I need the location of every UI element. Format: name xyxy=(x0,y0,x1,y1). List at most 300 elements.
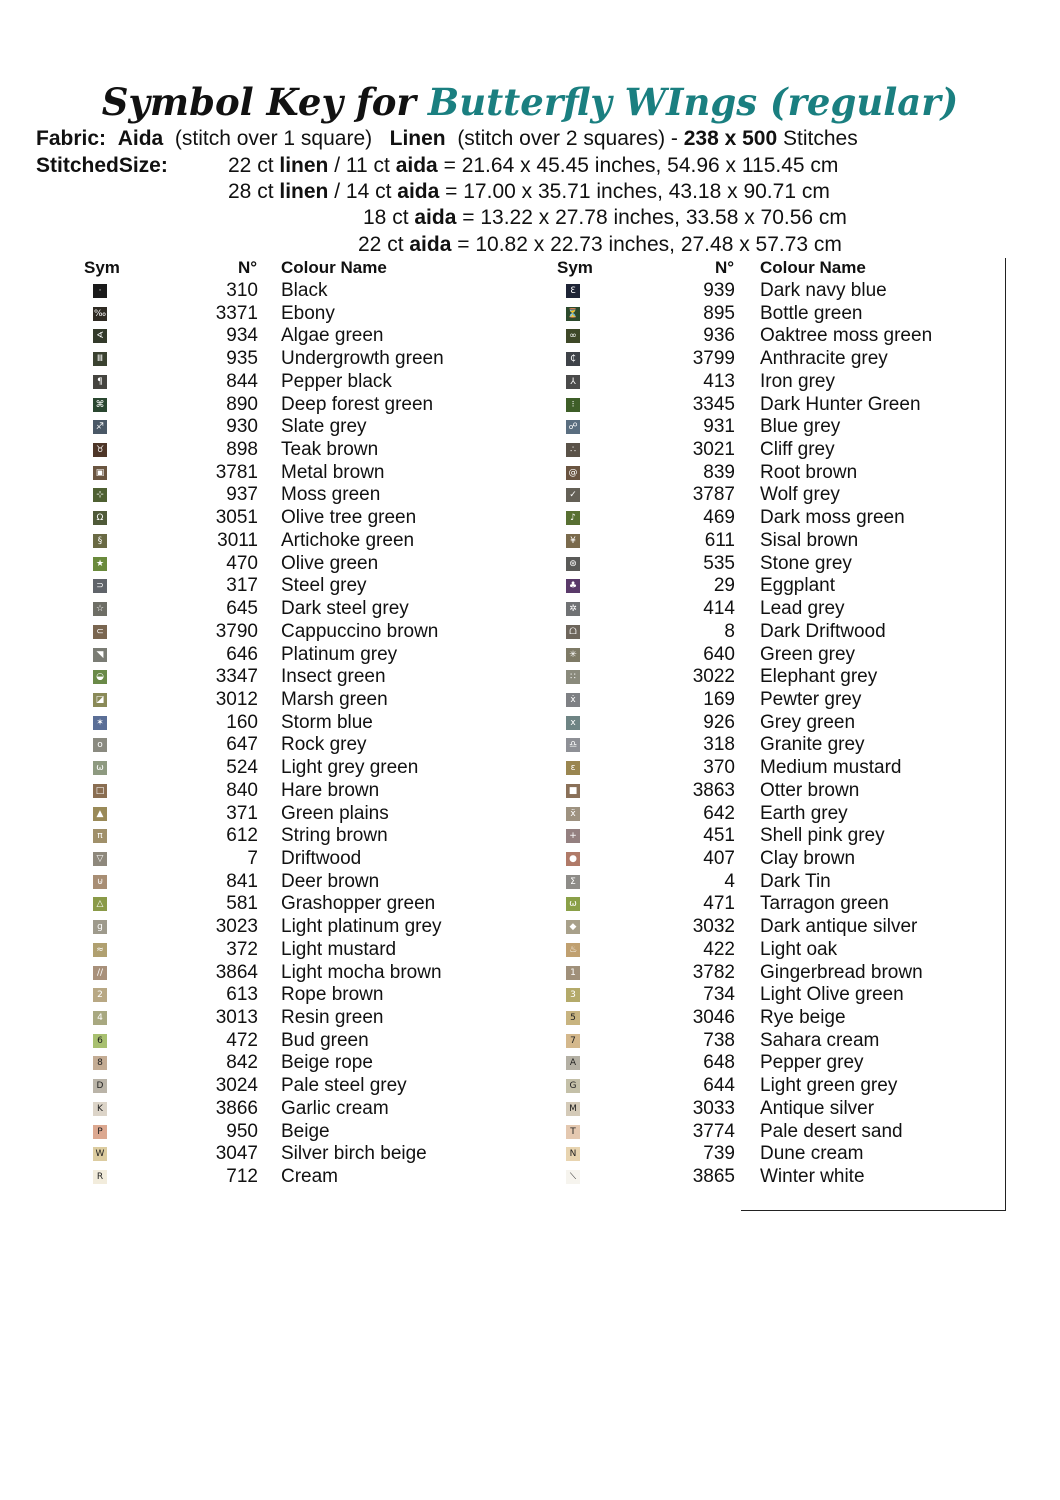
symbol-swatch: P xyxy=(93,1125,107,1139)
pattern-name: Butterfly WIngs (regular) xyxy=(427,80,959,124)
colour-name: Antique silver xyxy=(760,1097,875,1119)
colour-name: Sahara cream xyxy=(760,1029,880,1051)
colour-name: Anthracite grey xyxy=(760,348,888,370)
symbol-swatch: ‰ xyxy=(93,308,107,319)
colour-name: Winter white xyxy=(760,1166,865,1188)
symbol-swatch: ■ xyxy=(566,784,580,798)
header-sym: Sym xyxy=(557,258,593,277)
colour-name: Pewter grey xyxy=(760,688,862,710)
colour-row xyxy=(0,780,1060,803)
colour-number: 841 xyxy=(226,870,258,892)
colour-row xyxy=(0,280,1060,303)
colour-row xyxy=(0,712,1060,735)
colour-number: 470 xyxy=(226,552,258,574)
title-prefix: Symbol Key for xyxy=(101,80,416,124)
colour-number: 414 xyxy=(703,598,735,620)
colour-row xyxy=(0,825,1060,848)
colour-number: 451 xyxy=(703,825,735,847)
colour-number: 472 xyxy=(226,1029,258,1051)
colour-number: 160 xyxy=(226,711,258,733)
header-number: N° xyxy=(238,258,258,277)
colour-number: 535 xyxy=(703,552,735,574)
colour-number: 3033 xyxy=(692,1097,735,1119)
colour-name: Deer brown xyxy=(281,870,380,892)
symbol-swatch: ◆ xyxy=(566,920,580,934)
colour-name: Granite grey xyxy=(760,734,865,756)
colour-row xyxy=(0,984,1060,1007)
colour-name: Slate grey xyxy=(281,416,367,438)
colour-number: 3011 xyxy=(217,529,258,551)
colour-name: Dune cream xyxy=(760,1143,864,1165)
symbol-swatch: □ xyxy=(93,784,107,798)
colour-number: 469 xyxy=(703,507,735,529)
colour-row xyxy=(0,916,1060,939)
colour-name: Blue grey xyxy=(760,416,841,438)
colour-name: Iron grey xyxy=(760,370,835,392)
symbol-swatch: + xyxy=(566,829,580,843)
colour-row xyxy=(0,848,1060,871)
colour-number: 934 xyxy=(226,325,258,347)
symbol-swatch: ▽ xyxy=(93,852,107,866)
colour-name: Bud green xyxy=(281,1029,369,1051)
colour-row xyxy=(0,689,1060,712)
symbol-swatch: ≈ xyxy=(93,943,107,957)
colour-number: 318 xyxy=(703,734,735,756)
colour-number: 422 xyxy=(703,938,735,960)
colour-name: Deep forest green xyxy=(281,393,434,415)
colour-row xyxy=(0,893,1060,916)
symbol-swatch: ♨ xyxy=(566,943,580,957)
colour-name: Cliff grey xyxy=(760,439,835,461)
symbol-swatch: ✳ xyxy=(566,648,580,662)
colour-number: 413 xyxy=(703,370,735,392)
colour-number: 3345 xyxy=(692,393,735,415)
colour-name: Light mustard xyxy=(281,938,397,960)
symbol-swatch: Ɛ xyxy=(566,284,580,298)
stitch-count: 238 x 500 xyxy=(683,127,778,150)
colour-name: Tarragon green xyxy=(760,893,889,915)
colour-number: 712 xyxy=(226,1166,258,1188)
colour-number: 471 xyxy=(703,893,735,915)
colour-number: 640 xyxy=(703,643,735,665)
colour-name: Medium mustard xyxy=(760,757,902,779)
colour-name: Lead grey xyxy=(760,598,845,620)
symbol-swatch: ⊃ xyxy=(93,579,107,593)
symbol-swatch: ⏳ xyxy=(567,308,579,319)
colour-name: Clay brown xyxy=(760,847,856,869)
colour-number: 3046 xyxy=(692,1007,735,1028)
symbol-swatch: ☍ xyxy=(566,420,580,434)
colour-row xyxy=(0,871,1060,894)
symbol-swatch: ♎ xyxy=(566,738,580,752)
colour-row xyxy=(0,484,1060,507)
symbol-swatch: ẍ xyxy=(566,807,580,821)
symbol-swatch: ● xyxy=(566,852,580,866)
colour-number: 8 xyxy=(724,620,735,642)
colour-name: Grey green xyxy=(760,711,856,733)
colour-number: 3781 xyxy=(215,461,258,483)
symbol-swatch: K xyxy=(93,1102,107,1116)
symbol-swatch: ⌘ xyxy=(93,398,107,412)
symbol-swatch: N xyxy=(566,1147,580,1161)
colour-name: Gingerbread brown xyxy=(760,961,923,983)
colour-number: 3051 xyxy=(215,507,258,529)
colour-row xyxy=(0,1166,1060,1189)
colour-name: Ebony xyxy=(281,302,335,324)
colour-name: Beige xyxy=(281,1120,330,1142)
symbol-swatch: ω xyxy=(566,897,580,911)
symbol-swatch: ♣ xyxy=(566,579,580,593)
colour-name: Silver birch beige xyxy=(281,1143,427,1165)
colour-row xyxy=(0,1052,1060,1075)
colour-row xyxy=(0,348,1060,371)
symbol-swatch: o xyxy=(93,738,107,752)
colour-name: Moss green xyxy=(281,484,381,506)
colour-name: Olive tree green xyxy=(281,507,417,529)
colour-name: Otter brown xyxy=(760,779,860,801)
colour-name: Marsh green xyxy=(281,688,388,710)
symbol-swatch: ♐ xyxy=(93,420,107,434)
symbol-swatch: ★ xyxy=(93,557,107,571)
colour-name: Dark Tin xyxy=(760,870,831,892)
colour-name: Green grey xyxy=(760,643,856,665)
colour-number: 3024 xyxy=(215,1075,258,1097)
colour-name: Pepper black xyxy=(281,370,392,392)
colour-row xyxy=(0,371,1060,394)
colour-number: 612 xyxy=(226,825,258,847)
colour-number: 936 xyxy=(703,325,735,347)
colour-row xyxy=(0,553,1060,576)
symbol-swatch: ◒ xyxy=(93,670,107,684)
colour-number: 3371 xyxy=(215,302,258,324)
colour-number: 3032 xyxy=(692,916,735,938)
colour-number: 3774 xyxy=(692,1120,735,1142)
fabric-aida: Aida xyxy=(117,127,164,150)
colour-name: Root brown xyxy=(760,461,858,483)
symbol-swatch: ⟍ xyxy=(566,1170,580,1184)
colour-name: Oaktree moss green xyxy=(760,325,933,347)
symbol-swatch: ⅄ xyxy=(566,375,580,389)
colour-name: Insect green xyxy=(281,666,386,688)
colour-number: 3021 xyxy=(692,439,735,461)
colour-row xyxy=(0,462,1060,485)
colour-row xyxy=(0,734,1060,757)
size-row-2: 28 ct linen / 14 ct aida = 17.00 x 35.71 inches, 43.18 x 90.71 cm xyxy=(228,180,830,203)
colour-number: 734 xyxy=(703,984,735,1006)
colour-number: 839 xyxy=(703,461,735,483)
colour-row xyxy=(0,666,1060,689)
colour-name: Rye beige xyxy=(760,1007,846,1028)
colour-number: 3782 xyxy=(692,961,735,983)
colour-row xyxy=(0,621,1060,644)
colour-name: Stone grey xyxy=(760,552,852,574)
colour-number: 939 xyxy=(703,280,735,301)
colour-row xyxy=(0,1030,1060,1053)
fabric-line xyxy=(36,126,858,152)
symbol-swatch: ⊹ xyxy=(93,488,107,502)
colour-number: 3790 xyxy=(215,620,258,642)
colour-name: Metal brown xyxy=(281,461,385,483)
symbol-swatch: ε xyxy=(566,761,580,775)
symbol-swatch: ✶ xyxy=(93,716,107,730)
colour-name: Dark antique silver xyxy=(760,916,918,938)
colour-number: 3787 xyxy=(692,484,735,506)
header-colour-name: Colour Name xyxy=(760,258,866,277)
symbol-swatch: ∞ xyxy=(566,329,580,343)
colour-number: 7 xyxy=(247,847,258,869)
colour-name: Cream xyxy=(281,1166,339,1188)
colour-name: Grashopper green xyxy=(281,893,436,915)
size-row-1: 22 ct linen / 11 ct aida = 21.64 x 45.45 inches, 54.96 x 115.45 cm xyxy=(228,154,839,177)
colour-number: 3865 xyxy=(692,1166,735,1188)
colour-number: 895 xyxy=(703,302,735,324)
colour-name: Light green grey xyxy=(760,1075,898,1097)
symbol-swatch: ₵ xyxy=(566,352,580,366)
colour-row xyxy=(0,1143,1060,1166)
size-row-4: 22 ct aida = 10.82 x 22.73 inches, 27.48 x 57.73 cm xyxy=(358,233,842,256)
colour-number: 310 xyxy=(226,280,258,301)
colour-name: Undergrowth green xyxy=(281,348,444,370)
colour-number: 524 xyxy=(226,757,258,779)
colour-number: 3799 xyxy=(692,348,735,370)
symbol-swatch: △ xyxy=(93,897,107,911)
size-row-3: 18 ct aida = 13.22 x 27.78 inches, 33.58 x 70.56 cm xyxy=(363,206,847,229)
symbol-swatch: · xyxy=(93,284,107,298)
colour-name: Rope brown xyxy=(281,984,384,1006)
symbol-swatch: ☆ xyxy=(93,602,107,616)
colour-number: 844 xyxy=(226,370,258,392)
symbol-swatch: W xyxy=(93,1147,107,1161)
colour-name: Light mocha brown xyxy=(281,961,442,983)
colour-name: Cappuccino brown xyxy=(281,620,439,642)
colour-name: Pale steel grey xyxy=(281,1075,407,1097)
colour-number: 581 xyxy=(226,893,258,915)
symbol-swatch: T xyxy=(566,1125,580,1139)
symbol-swatch: 5 xyxy=(566,1011,580,1025)
colour-number: 739 xyxy=(703,1143,735,1165)
symbol-swatch: ♪ xyxy=(566,511,580,525)
symbol-swatch: ω xyxy=(93,761,107,775)
colour-name: Hare brown xyxy=(281,779,380,801)
symbol-swatch: R xyxy=(93,1170,107,1184)
symbol-swatch: M xyxy=(566,1102,580,1116)
border-right xyxy=(1005,258,1006,1210)
symbol-swatch: 8 xyxy=(93,1056,107,1070)
colour-name: Steel grey xyxy=(281,575,367,597)
colour-number: 646 xyxy=(226,643,258,665)
colour-name: Black xyxy=(281,280,328,301)
symbol-swatch: ¥ xyxy=(566,534,580,548)
column-headers xyxy=(0,258,1060,280)
colour-number: 840 xyxy=(226,779,258,801)
colour-name: Light oak xyxy=(760,938,838,960)
colour-number: 898 xyxy=(226,439,258,461)
colour-name: Shell pink grey xyxy=(760,825,885,847)
symbol-swatch: ẋ xyxy=(566,693,580,707)
colour-row xyxy=(0,575,1060,598)
colour-number: 407 xyxy=(703,847,735,869)
colour-name: Green plains xyxy=(281,802,389,824)
symbol-swatch: 7 xyxy=(566,1034,580,1048)
colour-row xyxy=(0,803,1060,826)
colour-row xyxy=(0,1075,1060,1098)
colour-name: Light grey green xyxy=(281,757,419,779)
symbol-swatch: // xyxy=(93,966,107,980)
colour-number: 930 xyxy=(226,416,258,438)
fabric-label: Fabric: xyxy=(36,127,107,150)
colour-name: Dark Driftwood xyxy=(760,620,886,642)
symbol-swatch: 6 xyxy=(93,1034,107,1048)
colour-number: 931 xyxy=(703,416,735,438)
colour-name: Beige rope xyxy=(281,1052,373,1074)
symbol-swatch: § xyxy=(93,534,107,548)
colour-name: Garlic cream xyxy=(281,1097,389,1119)
colour-row xyxy=(0,644,1060,667)
symbol-swatch: 1 xyxy=(566,966,580,980)
symbol-swatch: Ω xyxy=(93,511,107,525)
colour-number: 642 xyxy=(703,802,735,824)
colour-number: 4 xyxy=(724,870,735,892)
colour-row xyxy=(0,1098,1060,1121)
colour-name: Artichoke green xyxy=(281,529,415,551)
symbol-swatch: x xyxy=(566,716,580,730)
colour-number: 3347 xyxy=(215,666,258,688)
colour-row xyxy=(0,507,1060,530)
symbol-swatch: A xyxy=(566,1056,580,1070)
colour-name: Dark Hunter Green xyxy=(760,393,921,415)
colour-name: Pale desert sand xyxy=(760,1120,903,1142)
stitched-size-label: StitchedSize: xyxy=(36,154,168,177)
colour-name: Light Olive green xyxy=(760,984,904,1006)
page-title xyxy=(0,78,1060,126)
symbol-swatch: Ⅲ xyxy=(93,352,107,366)
colour-row xyxy=(0,962,1060,985)
colour-number: 3023 xyxy=(215,916,258,938)
colour-number: 372 xyxy=(226,938,258,960)
colour-row xyxy=(0,939,1060,962)
stitch-count-label: Stitches xyxy=(783,127,858,150)
symbol-key-right-column xyxy=(0,258,1060,1189)
symbol-swatch: ✓ xyxy=(566,488,580,502)
colour-number: 611 xyxy=(704,529,735,551)
colour-row xyxy=(0,598,1060,621)
colour-number: 738 xyxy=(703,1029,735,1051)
symbol-swatch: ⊛ xyxy=(566,557,580,571)
symbol-swatch: G xyxy=(566,1079,580,1093)
colour-name: Storm blue xyxy=(281,711,373,733)
colour-name: Rock grey xyxy=(281,734,367,756)
colour-name: Platinum grey xyxy=(281,643,398,665)
colour-name: Resin green xyxy=(281,1007,384,1028)
colour-number: 842 xyxy=(226,1052,258,1074)
colour-number: 3864 xyxy=(215,961,258,983)
symbol-swatch: ◪ xyxy=(93,693,107,707)
symbol-swatch: 2 xyxy=(93,988,107,1002)
header-colour-name: Colour Name xyxy=(281,258,387,277)
colour-number: 3013 xyxy=(215,1007,258,1028)
colour-number: 937 xyxy=(226,484,258,506)
colour-row xyxy=(0,416,1060,439)
symbol-swatch: π xyxy=(93,829,107,843)
colour-number: 169 xyxy=(703,688,735,710)
colour-row xyxy=(0,394,1060,417)
border-bottom xyxy=(741,1210,1006,1211)
colour-number: 3012 xyxy=(215,688,258,710)
symbol-swatch: g xyxy=(93,920,107,934)
colour-name: Dark moss green xyxy=(760,507,905,529)
colour-name: Eggplant xyxy=(760,575,836,597)
colour-number: 29 xyxy=(713,575,735,597)
colour-number: 371 xyxy=(226,802,258,824)
symbol-swatch: 4 xyxy=(93,1011,107,1025)
symbol-swatch: ¶ xyxy=(93,375,107,389)
header-sym: Sym xyxy=(84,258,120,277)
colour-row xyxy=(0,757,1060,780)
colour-name: Light platinum grey xyxy=(281,916,442,938)
symbol-swatch: ♉ xyxy=(93,443,107,457)
colour-number: 3022 xyxy=(692,666,735,688)
colour-number: 647 xyxy=(226,734,258,756)
symbol-swatch: Σ xyxy=(566,875,580,889)
symbol-swatch: ⁝ xyxy=(566,398,580,412)
colour-row xyxy=(0,439,1060,462)
colour-name: Wolf grey xyxy=(760,484,840,506)
symbol-swatch: @ xyxy=(566,466,580,480)
colour-number: 3863 xyxy=(692,779,735,801)
symbol-swatch: ▣ xyxy=(93,466,107,480)
colour-name: Earth grey xyxy=(760,802,848,824)
symbol-swatch: ✲ xyxy=(566,602,580,616)
colour-row xyxy=(0,303,1060,326)
colour-number: 613 xyxy=(226,984,258,1006)
header-number: N° xyxy=(715,258,735,277)
colour-name: Sisal brown xyxy=(760,529,859,551)
colour-name: Teak brown xyxy=(281,439,379,461)
colour-row xyxy=(0,1121,1060,1144)
colour-name: Bottle green xyxy=(760,302,863,324)
colour-row xyxy=(0,325,1060,348)
colour-row xyxy=(0,1007,1060,1030)
colour-number: 3866 xyxy=(215,1097,258,1119)
colour-number: 950 xyxy=(226,1120,258,1142)
colour-name: Elephant grey xyxy=(760,666,878,688)
colour-number: 3047 xyxy=(215,1143,258,1165)
colour-number: 648 xyxy=(703,1052,735,1074)
symbol-swatch: D xyxy=(93,1079,107,1093)
colour-name: Driftwood xyxy=(281,847,362,869)
colour-number: 644 xyxy=(703,1075,735,1097)
symbol-swatch: 3 xyxy=(566,988,580,1002)
colour-name: Dark steel grey xyxy=(281,598,409,620)
symbol-swatch: ◥ xyxy=(93,648,107,662)
fabric-linen: Linen xyxy=(389,127,446,150)
colour-number: 890 xyxy=(226,393,258,415)
symbol-swatch: ⊍ xyxy=(93,875,107,889)
colour-name: Algae green xyxy=(281,325,384,347)
colour-number: 317 xyxy=(226,575,258,597)
colour-number: 935 xyxy=(226,348,258,370)
colour-name: String brown xyxy=(281,825,388,847)
colour-row xyxy=(0,530,1060,553)
fabric-aida-note: (stitch over 1 square) xyxy=(174,127,373,150)
colour-number: 645 xyxy=(226,598,258,620)
colour-number: 370 xyxy=(703,757,735,779)
colour-number: 926 xyxy=(703,711,735,733)
symbol-swatch: ∢ xyxy=(93,329,107,343)
colour-name: Pepper grey xyxy=(760,1052,864,1074)
symbol-swatch: ▲ xyxy=(93,807,107,821)
colour-name: Olive green xyxy=(281,552,379,574)
